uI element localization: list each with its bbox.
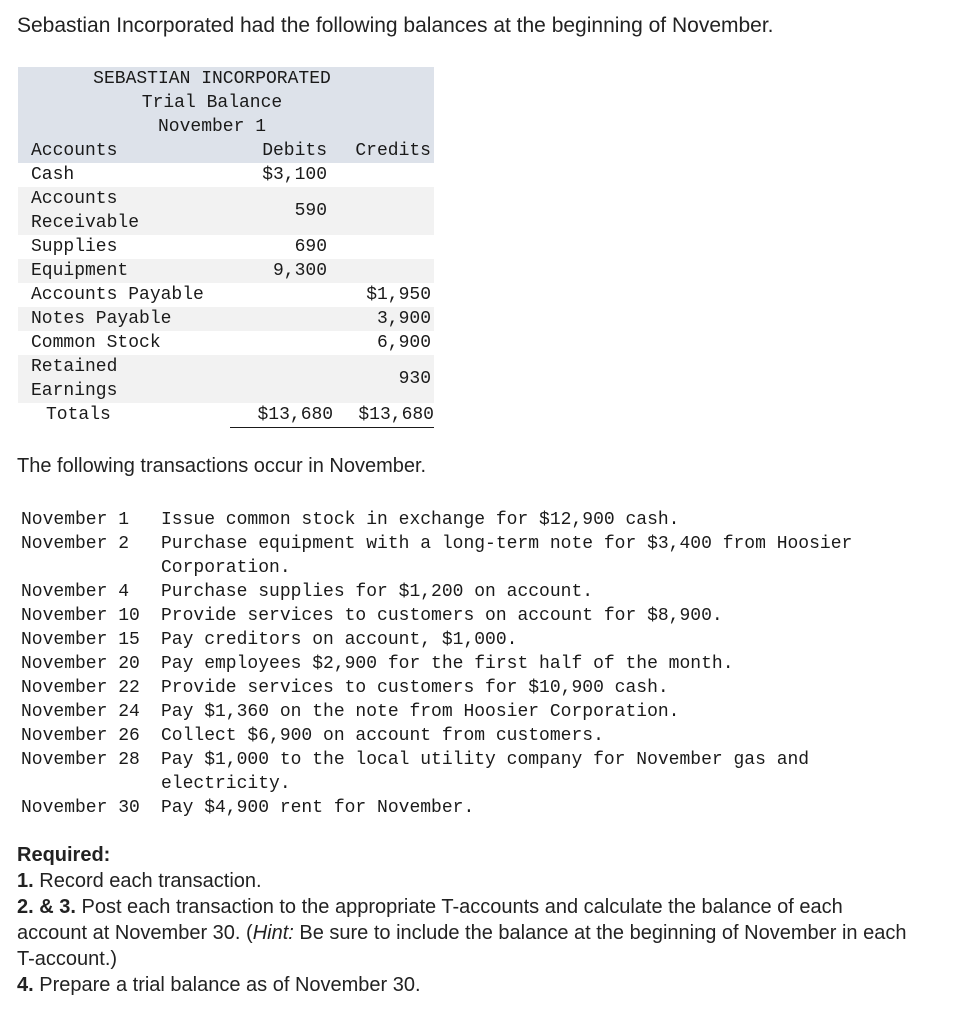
transaction-text: Purchase supplies for $1,200 on account. bbox=[161, 582, 594, 602]
column-headers bbox=[18, 139, 434, 163]
transaction-date: November 2 bbox=[21, 534, 130, 554]
transaction-date: November 1 bbox=[21, 510, 130, 530]
transaction-text: Purchase equipment with a long-term note for $3,400 from Hoosier Corporation. bbox=[161, 534, 853, 578]
required-item-1-number: 1. bbox=[17, 870, 34, 892]
required-item-4 bbox=[17, 972, 917, 998]
list-item bbox=[21, 796, 921, 820]
header-credits: Credits bbox=[355, 141, 431, 161]
list-item bbox=[21, 580, 921, 604]
table-row bbox=[18, 259, 434, 283]
list-item bbox=[21, 604, 921, 628]
table-row bbox=[18, 283, 434, 307]
table-row bbox=[18, 355, 434, 403]
totals-label: Totals bbox=[46, 405, 111, 425]
transactions-intro: The following transactions occur in November. bbox=[17, 455, 427, 477]
required-item-2-hint: Hint: bbox=[252, 922, 294, 944]
transaction-date: November 28 bbox=[21, 750, 140, 770]
table-row bbox=[18, 307, 434, 331]
transaction-text: Pay $1,000 to the local utility company for November gas and electricity. bbox=[161, 750, 810, 794]
totals-credit: $13,680 bbox=[358, 405, 434, 425]
list-item bbox=[21, 508, 921, 532]
row-account: Retained Earnings bbox=[31, 357, 118, 401]
row-debit: $3,100 bbox=[262, 165, 327, 185]
table-row bbox=[18, 331, 434, 355]
transaction-date: November 10 bbox=[21, 606, 140, 626]
list-item bbox=[21, 700, 921, 724]
header-accounts: Accounts bbox=[31, 141, 118, 161]
row-account: Accounts Payable bbox=[31, 285, 204, 305]
transaction-date: November 26 bbox=[21, 726, 140, 746]
statement-date: November 1 bbox=[157, 117, 267, 137]
company-name: SEBASTIAN INCORPORATED bbox=[93, 69, 331, 89]
required-section bbox=[17, 842, 917, 998]
row-debit: 9,300 bbox=[272, 261, 327, 281]
totals-row bbox=[18, 403, 434, 427]
row-account: Common Stock bbox=[31, 333, 161, 353]
required-item-2-text-b: Be sure to include the balance at the beginning of November in each T-account.) bbox=[17, 922, 907, 970]
required-item-1-text: Record each transaction. bbox=[39, 870, 262, 892]
transaction-text: Pay employees $2,900 for the first half of the month. bbox=[161, 654, 734, 674]
transaction-text: Collect $6,900 on account from customers. bbox=[161, 726, 604, 746]
transaction-date: November 24 bbox=[21, 702, 140, 722]
totals-underline bbox=[230, 427, 434, 428]
list-item bbox=[21, 748, 921, 796]
totals-debit: $13,680 bbox=[257, 405, 334, 425]
required-item-2-number: 2. & 3. bbox=[17, 896, 76, 918]
transaction-text: Pay creditors on account, $1,000. bbox=[161, 630, 518, 650]
row-credit: 930 bbox=[398, 369, 431, 389]
transaction-date: November 20 bbox=[21, 654, 140, 674]
required-item-1 bbox=[17, 868, 917, 894]
transaction-date: November 22 bbox=[21, 678, 140, 698]
transaction-date: November 4 bbox=[21, 582, 130, 602]
transaction-text: Provide services to customers on account for $8,900. bbox=[161, 606, 723, 626]
transaction-text: Provide services to customers for $10,900 cash. bbox=[161, 678, 669, 698]
required-item-2-text-a: Post each transaction to the appropriate T-accounts and calculate the balance of each account at November 30. ( bbox=[17, 896, 843, 944]
required-item-4-text: Prepare a trial balance as of November 30. bbox=[39, 974, 421, 996]
row-credit: 6,900 bbox=[376, 333, 431, 353]
row-account: Accounts Receivable bbox=[31, 189, 140, 233]
required-item-2 bbox=[17, 894, 917, 972]
transaction-text: Pay $4,900 rent for November. bbox=[161, 798, 475, 818]
transactions-list bbox=[21, 508, 921, 820]
table-row bbox=[18, 187, 434, 235]
header-debits: Debits bbox=[262, 141, 327, 161]
transaction-date: November 15 bbox=[21, 630, 140, 650]
statement-title: Trial Balance bbox=[141, 93, 283, 113]
transaction-text: Pay $1,360 on the note from Hoosier Corporation. bbox=[161, 702, 680, 722]
intro-text: Sebastian Incorporated had the following balances at the beginning of November. bbox=[17, 14, 774, 37]
table-row bbox=[18, 235, 434, 259]
required-heading: Required: bbox=[17, 844, 111, 866]
row-account: Cash bbox=[31, 165, 75, 185]
list-item bbox=[21, 652, 921, 676]
required-item-4-number: 4. bbox=[17, 974, 34, 996]
list-item bbox=[21, 724, 921, 748]
row-debit: 690 bbox=[294, 237, 327, 257]
list-item bbox=[21, 532, 921, 580]
row-debit: 590 bbox=[294, 201, 327, 221]
row-credit: $1,950 bbox=[366, 285, 431, 305]
table-row bbox=[18, 163, 434, 187]
row-account: Notes Payable bbox=[31, 309, 172, 329]
row-credit: 3,900 bbox=[376, 309, 431, 329]
list-item bbox=[21, 676, 921, 700]
list-item bbox=[21, 628, 921, 652]
transaction-date: November 30 bbox=[21, 798, 140, 818]
row-account: Equipment bbox=[31, 261, 129, 281]
trial-balance-table bbox=[18, 67, 434, 427]
row-account: Supplies bbox=[31, 237, 118, 257]
transaction-text: Issue common stock in exchange for $12,900 cash. bbox=[161, 510, 680, 530]
